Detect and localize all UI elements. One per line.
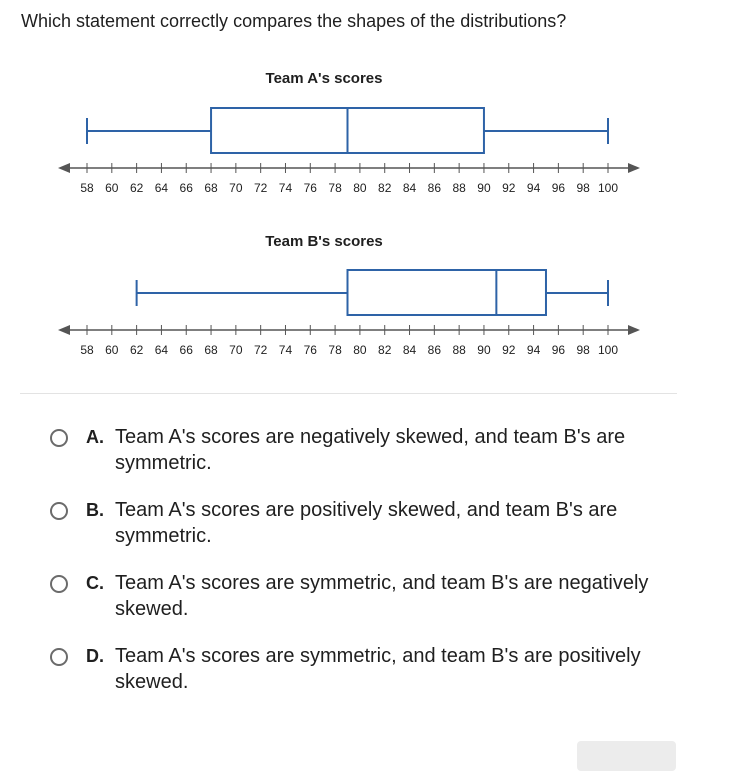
axis-tick-label: 82 bbox=[378, 343, 392, 357]
axis-tick-label: 74 bbox=[278, 343, 293, 357]
axis-tick-label: 58 bbox=[80, 181, 94, 195]
axis-tick-label: 72 bbox=[253, 181, 268, 195]
axis-arrow-right bbox=[628, 325, 640, 335]
axis-tick-label: 84 bbox=[402, 343, 417, 357]
axis-tick-label: 92 bbox=[502, 181, 516, 195]
choice-a-text: Team A's scores are negatively skewed, and team B's are symmetric. bbox=[115, 426, 626, 474]
axis-tick-label: 76 bbox=[303, 181, 317, 195]
axis-tick-label: 82 bbox=[378, 181, 392, 195]
plot-b-title: Team B's scores bbox=[265, 233, 383, 250]
axis-tick-label: 72 bbox=[253, 343, 268, 357]
axis-tick-label: 62 bbox=[129, 343, 144, 357]
next-button[interactable] bbox=[577, 741, 676, 771]
axis-tick-label: 80 bbox=[353, 181, 367, 195]
axis-tick-label: 98 bbox=[576, 181, 590, 195]
iqr-box bbox=[348, 270, 546, 315]
question-text: Which statement correctly compares the shapes of the distributions? bbox=[21, 11, 567, 31]
axis-tick-label: 60 bbox=[105, 181, 119, 195]
axis-arrow-right bbox=[628, 163, 640, 173]
divider bbox=[20, 393, 677, 394]
choice-c-letter: C. bbox=[86, 573, 104, 593]
axis-tick-label: 90 bbox=[477, 181, 491, 195]
choice-d-letter: D. bbox=[86, 646, 104, 666]
choice-c-text: Team A's scores are symmetric, and team B's are negatively skewed. bbox=[115, 572, 649, 620]
radio-button-c[interactable] bbox=[50, 575, 68, 593]
axis-tick-label: 70 bbox=[229, 181, 243, 195]
choice-a[interactable] bbox=[50, 428, 690, 476]
axis-tick-label: 94 bbox=[526, 181, 541, 195]
axis-arrow-left bbox=[58, 163, 70, 173]
axis-arrow-left bbox=[58, 325, 70, 335]
axis-tick-label: 88 bbox=[452, 343, 466, 357]
axis-tick-label: 66 bbox=[179, 181, 193, 195]
radio-button-d[interactable] bbox=[50, 648, 68, 666]
axis-tick-label: 74 bbox=[278, 181, 293, 195]
choice-b-letter: B. bbox=[86, 500, 104, 520]
box-plot-team-b bbox=[0, 262, 680, 362]
axis-tick-label: 94 bbox=[526, 343, 541, 357]
axis-tick-label: 98 bbox=[576, 343, 590, 357]
axis-tick-label: 86 bbox=[427, 181, 442, 195]
axis-tick-label: 90 bbox=[477, 343, 491, 357]
choice-d-text: Team A's scores are symmetric, and team B's are positively skewed. bbox=[115, 645, 641, 693]
choice-b-text: Team A's scores are positively skewed, and team B's are symmetric. bbox=[115, 499, 618, 547]
choice-c[interactable] bbox=[50, 574, 690, 622]
axis-tick-label: 80 bbox=[353, 343, 367, 357]
axis-tick-label: 70 bbox=[229, 343, 243, 357]
axis-tick-label: 96 bbox=[551, 181, 566, 195]
axis-tick-label: 86 bbox=[427, 343, 442, 357]
radio-button-a[interactable] bbox=[50, 429, 68, 447]
choice-b[interactable] bbox=[50, 501, 690, 549]
axis-tick-label: 66 bbox=[179, 343, 193, 357]
axis-tick-label: 58 bbox=[80, 343, 94, 357]
axis-tick-label: 60 bbox=[105, 343, 119, 357]
choice-d[interactable] bbox=[50, 647, 690, 695]
axis-tick-label: 78 bbox=[328, 343, 342, 357]
axis-tick-label: 88 bbox=[452, 181, 466, 195]
axis-tick-label: 84 bbox=[402, 181, 417, 195]
plot-a-title: Team A's scores bbox=[265, 70, 383, 87]
axis-tick-label: 78 bbox=[328, 181, 342, 195]
axis-tick-label: 96 bbox=[551, 343, 566, 357]
axis-tick-label: 76 bbox=[303, 343, 317, 357]
axis-tick-label: 100 bbox=[597, 343, 619, 357]
axis-tick-label: 100 bbox=[597, 181, 619, 195]
axis-tick-label: 62 bbox=[129, 181, 144, 195]
choice-a-letter: A. bbox=[86, 427, 104, 447]
axis-tick-label: 68 bbox=[204, 181, 218, 195]
radio-button-b[interactable] bbox=[50, 502, 68, 520]
axis-tick-label: 92 bbox=[502, 343, 516, 357]
box-plot-team-a bbox=[0, 100, 680, 200]
axis-tick-label: 64 bbox=[154, 181, 169, 195]
axis-tick-label: 64 bbox=[154, 343, 169, 357]
axis-tick-label: 68 bbox=[204, 343, 218, 357]
